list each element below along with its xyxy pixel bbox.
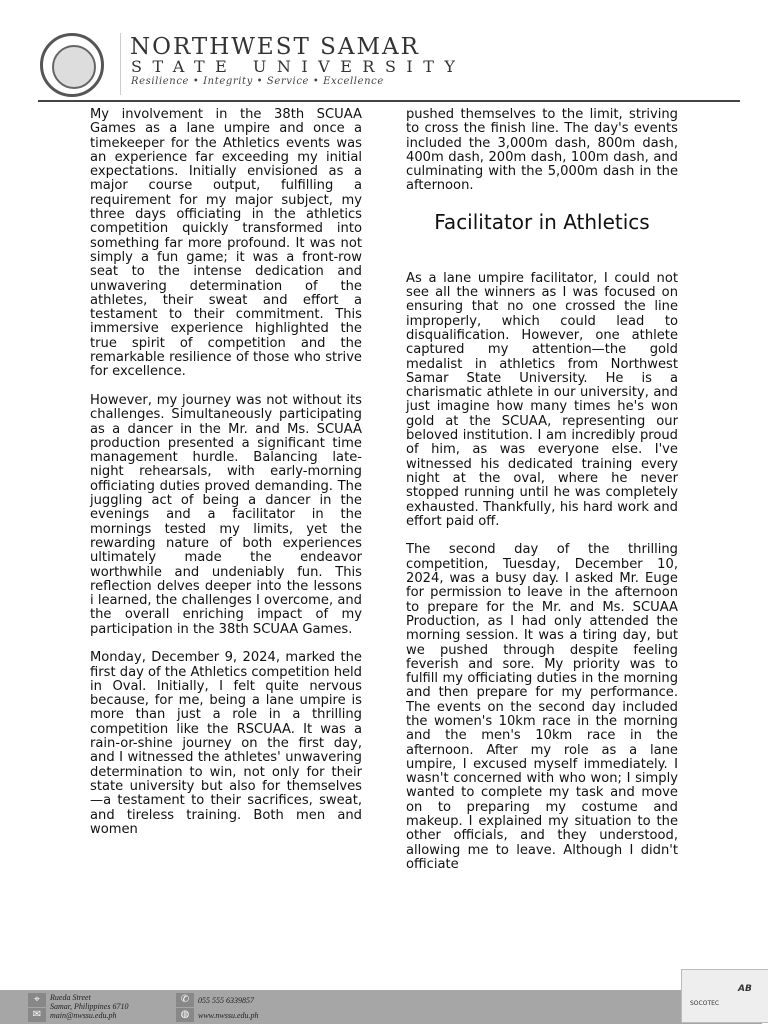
mail-icon: ✉ (28, 1008, 46, 1022)
left-column (90, 108, 362, 851)
location-icon: ⌖ (28, 993, 46, 1007)
right-column (406, 108, 678, 887)
paragraph: The second day of the thrilling competition, Tuesday, December 10, 2024, was a busy day. I asked Mr. Euge for permission to leave in the afternoon to prepare for the Mr. and Ms. SCUAA Production, as I had only attended the morning session. It was a tiring day, but we pushed through despite feeling feverish and sore. My priority was to fulfill my officiating duties in the morning and then prepare for my performance. The events on the second day included the women's 10km race in the morning and the men's 10km race in the afternoon. After my role as a lane umpire, I excused myself immediately. I wasn't concerned with who won; I simply wanted to complete my task and move on to preparing my costume and makeup. I explained my situation to the other officials, and they understood, allowing me to leave. Although I didn't officiate (406, 542, 678, 872)
paragraph: pushed themselves to the limit, striving to cross the finish line. The day's events included the 3,000m dash, 800m dash, 400m dash, 200m dash, 100m dash, and culminating with the 5,000m dash in the afternoon. (406, 107, 678, 194)
globe-icon: ◍ (176, 1008, 194, 1022)
footer-address (50, 993, 128, 1011)
university-seal-logo (40, 33, 104, 97)
header-divider (120, 33, 121, 95)
paragraph: My involvement in the 38th SCUAA Games as a lane umpire and once a timekeeper for the Athletics events was an experience far exceeding my initial expectations. Initially envisioned as a major course output, fulfilling a requirement for my major subject, my three days officiating in the athletics competition quickly transformed into something far more profound. It was not simply a fun game; it was a front-row seat to the intense dedication and unwavering determination of the athletes, their sweat and effort a testament to their commitment. This immersive experience highlighted the true spirit of competition and the remarkable resilience of those who strive for excellence. (90, 107, 362, 380)
university-name-sub: STATE UNIVERSITY (131, 57, 466, 76)
section-heading: Facilitator in Athletics (434, 209, 650, 234)
paragraph: Monday, December 9, 2024, marked the first day of the Athletics competition held in Oval. Initially, I felt quite nervous because, for me, being a lane umpire is more than just a role in a thrilling competition like the RSCUAA. It was a rain-or-shine journey on the first day, and I witnessed the athletes' unwavering determination to win, not only for their state university but also for themselves—a testament to their sacrifices, sweat, and tireless training. Both men and women (90, 650, 362, 837)
footer-email[interactable]: main@nwssu.edu.ph (50, 1011, 117, 1020)
phone-icon: ✆ (176, 993, 194, 1007)
footer-website[interactable]: www.nwssu.edu.ph (198, 1011, 259, 1020)
address-line1: Rueda Street (50, 993, 91, 1002)
university-name: NORTHWEST SAMAR (130, 34, 420, 60)
address-line2: Samar, Philippines 6710 (50, 1002, 129, 1011)
paragraph: As a lane umpire facilitator, I could not see all the winners as I was focused on ensuring that no one crossed the line improperly, which could lead to disqualification. However, one athlete captured my attention—the gold medalist in athletics from Northwest Samar State University. He is a charismatic athlete in our university, and just imagine how many times he's won gold at the SCUAA, representing our beloved institution. I am incredibly proud of him, as was everyone else. I've witnessed his dedicated training every night at the oval, where he never stopped running until he was completely exhausted. Thankfully, his hard work and effort paid off. (406, 270, 678, 529)
cert-socotec: SOCOTEC (690, 1000, 720, 1007)
university-motto: Resilience • Integrity • Service • Excellence (131, 76, 384, 87)
header-rule (38, 100, 740, 102)
footer-phone: 055 555 6339857 (198, 996, 254, 1005)
paragraph: However, my journey was not without its challenges. Simultaneously participating as a dancer in the Mr. and Ms. SCUAA production presented a significant time management hurdle. Balancing late-night rehearsals, with early-morning officiating duties proved demanding. The juggling act of being a dancer in the evenings and a facilitator in the mornings tested my limits, yet the rewarding nature of both experiences ultimately made the endeavor worthwhile and undeniably fun. This reflection delves deeper into the lessons i learned, the challenges I overcome, and the overall enriching impact of my participation in the 38th SCUAA Games. (90, 392, 362, 637)
cert-ab: AB (738, 984, 752, 994)
certification-badges (681, 969, 768, 1023)
